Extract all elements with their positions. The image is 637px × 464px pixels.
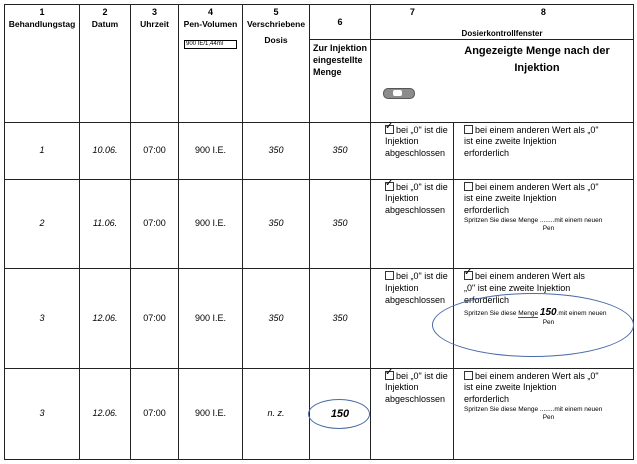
row3-option-other[interactable]: ✓bei einem anderen Wert als „0" ist eine zweite Injektion erforderlich Spritzen Sie diese Menge 150.mit einem neuen Pen bbox=[454, 269, 634, 368]
checkbox-icon[interactable] bbox=[385, 182, 394, 191]
row4-time: 07:00 bbox=[131, 368, 179, 459]
row1-dose: 350 bbox=[243, 122, 310, 179]
row1-date: 10.06. bbox=[80, 122, 131, 179]
table-row bbox=[5, 269, 634, 368]
row2-dose: 350 bbox=[243, 179, 310, 268]
checkbox-icon[interactable] bbox=[385, 271, 394, 280]
row2-pen: 900 I.E. bbox=[179, 179, 243, 268]
row4-day: 3 bbox=[5, 368, 80, 459]
checkbox-icon[interactable] bbox=[464, 125, 473, 134]
row1-time: 07:00 bbox=[131, 122, 179, 179]
dosing-log-table bbox=[4, 4, 634, 460]
header-col6-number: 6 bbox=[310, 5, 371, 40]
row1-pen: 900 I.E. bbox=[179, 122, 243, 179]
row1-set: 350 bbox=[310, 122, 371, 179]
checkbox-icon[interactable] bbox=[464, 371, 473, 380]
header-time: 3 Uhrzeit bbox=[131, 5, 179, 123]
row3-day: 3 bbox=[5, 269, 80, 368]
checkbox-icon[interactable] bbox=[385, 125, 394, 134]
row2-day: 2 bbox=[5, 179, 80, 268]
row3-option-zero[interactable]: bei „0" ist die Injektion abgeschlossen bbox=[371, 269, 454, 368]
row3-pen: 900 I.E. bbox=[179, 269, 243, 368]
row3-date: 12.06. bbox=[80, 269, 131, 368]
row4-set-cell bbox=[310, 368, 371, 459]
row4-pen: 900 I.E. bbox=[179, 368, 243, 459]
row1-option-zero[interactable]: ✓bei „0" ist die Injektion abgeschlossen bbox=[371, 122, 454, 179]
highlight-ellipse bbox=[308, 399, 370, 429]
header-window-group: 7 8 Dosierkontrollfenster bbox=[371, 5, 634, 40]
row4-dose: n. z. bbox=[243, 368, 310, 459]
row3-set: 350 bbox=[310, 269, 371, 368]
row2-date: 11.06. bbox=[80, 179, 131, 268]
header-pen-volume: 4 Pen-Volumen 900 IE/1,44ml bbox=[179, 5, 243, 123]
checkbox-icon[interactable] bbox=[464, 271, 473, 280]
row2-set: 350 bbox=[310, 179, 371, 268]
row2-time: 07:00 bbox=[131, 179, 179, 268]
row4-date: 12.06. bbox=[80, 368, 131, 459]
row2-option-zero[interactable]: ✓bei „0" ist die Injektion abgeschlossen bbox=[371, 179, 454, 268]
row1-day: 1 bbox=[5, 122, 80, 179]
pen-volume-label: 900 IE/1,44ml bbox=[184, 40, 237, 49]
row3-time: 07:00 bbox=[131, 269, 179, 368]
header-display-after: Angezeigte Menge nach der Injektion bbox=[371, 40, 634, 122]
row3-dose: 350 bbox=[243, 269, 310, 368]
header-date: 2 Datum bbox=[80, 5, 131, 123]
table-row bbox=[5, 368, 634, 459]
row4-set: 150 bbox=[330, 407, 350, 420]
row1-option-other[interactable]: bei einem anderen Wert als „0" ist eine zweite Injektion erforderlich bbox=[454, 122, 634, 179]
remaining-amount: 150 bbox=[539, 307, 557, 319]
table-row bbox=[5, 122, 634, 179]
header-prescribed-dose: 5 Verschriebene Dosis bbox=[243, 5, 310, 123]
row2-option-other[interactable]: bei einem anderen Wert als „0" ist eine zweite Injektion erforderlich Spritzen Sie diese Menge ........mit einem neuen Pen bbox=[454, 179, 634, 268]
row4-option-zero[interactable]: ✓bei „0" ist die Injektion abgeschlossen bbox=[371, 368, 454, 459]
table-row bbox=[5, 179, 634, 268]
dose-window-icon bbox=[383, 88, 415, 99]
checkbox-icon[interactable] bbox=[385, 371, 394, 380]
header-injection-set: Zur Injektion eingestellte Menge bbox=[310, 40, 371, 122]
row4-option-other[interactable]: bei einem anderen Wert als „0" ist eine zweite Injektion erforderlich Spritzen Sie diese Menge ........mit einem neuen Pen bbox=[454, 368, 634, 459]
highlight-ellipse bbox=[432, 293, 634, 357]
window-header: Dosierkontrollfenster bbox=[461, 28, 543, 38]
checkbox-icon[interactable] bbox=[464, 182, 473, 191]
header-treatment-day: 1 Behandlungstag bbox=[5, 5, 80, 123]
